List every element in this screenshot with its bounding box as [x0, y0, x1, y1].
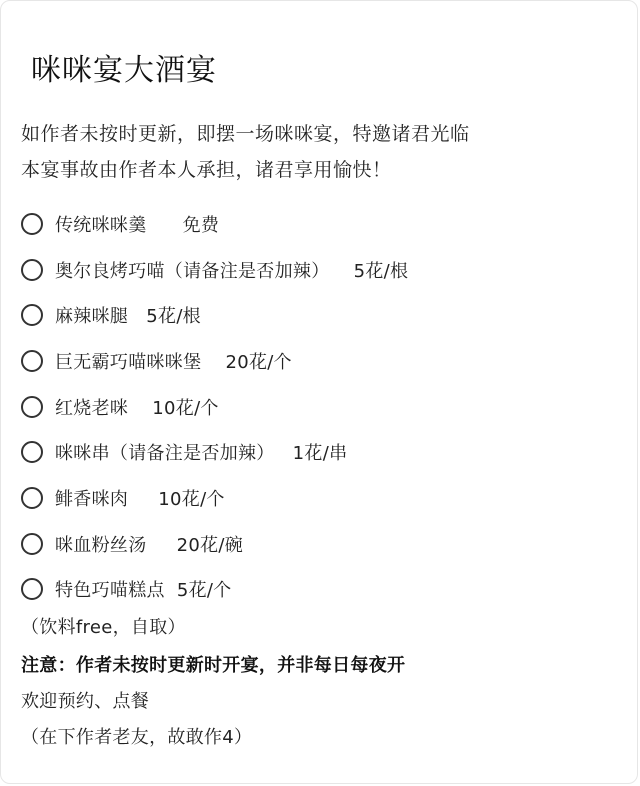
menu-option-label: 特色巧喵糕点 5花/个 — [55, 580, 232, 602]
menu-option-label: 咪血粉丝汤 20花/碗 — [55, 534, 244, 556]
menu-option-label: 红烧老咪 10花/个 — [55, 397, 219, 419]
description-line-2: 本宴事故由作者本人承担，诸君享用愉快！ — [21, 159, 392, 181]
radio-button[interactable] — [21, 441, 43, 463]
radio-button[interactable] — [21, 259, 43, 281]
radio-button[interactable] — [21, 578, 43, 600]
menu-option[interactable] — [21, 567, 621, 613]
radio-button[interactable] — [21, 213, 43, 235]
description-line-1: 如作者未按时更新，即摆一场咪咪宴，特邀诸君光临 — [21, 123, 470, 145]
menu-option[interactable] — [21, 475, 621, 521]
menu-options-list — [21, 201, 621, 612]
page-title: 咪咪宴大酒宴 — [31, 53, 217, 88]
signature-text: （在下作者老友，故敢作4） — [21, 727, 253, 748]
menu-option-label: 巨无霸巧喵咪咪堡 20花/个 — [55, 351, 292, 373]
menu-option[interactable] — [21, 292, 621, 338]
radio-button[interactable] — [21, 304, 43, 326]
radio-button[interactable] — [21, 487, 43, 509]
menu-option-label: 咪咪串（请备注是否加辣） 1花/串 — [55, 443, 348, 465]
drinks-note: （饮料free，自取） — [21, 617, 186, 638]
radio-button[interactable] — [21, 533, 43, 555]
menu-option[interactable] — [21, 201, 621, 247]
menu-option[interactable] — [21, 247, 621, 293]
radio-button[interactable] — [21, 350, 43, 372]
menu-option-label: 麻辣咪腿 5花/根 — [55, 306, 201, 328]
menu-option[interactable] — [21, 338, 621, 384]
radio-button[interactable] — [21, 396, 43, 418]
menu-option-label: 奥尔良烤巧喵（请备注是否加辣） 5花/根 — [55, 260, 409, 282]
menu-option-label: 鲱香咪肉 10花/个 — [55, 488, 225, 510]
menu-option[interactable] — [21, 521, 621, 567]
menu-option-label: 传统咪咪羹 免费 — [55, 214, 220, 236]
menu-option[interactable] — [21, 429, 621, 475]
welcome-text: 欢迎预约、点餐 — [21, 691, 150, 712]
warning-note: 注意：作者未按时更新时开宴，并非每日每夜开 — [21, 655, 406, 676]
menu-option[interactable] — [21, 384, 621, 430]
